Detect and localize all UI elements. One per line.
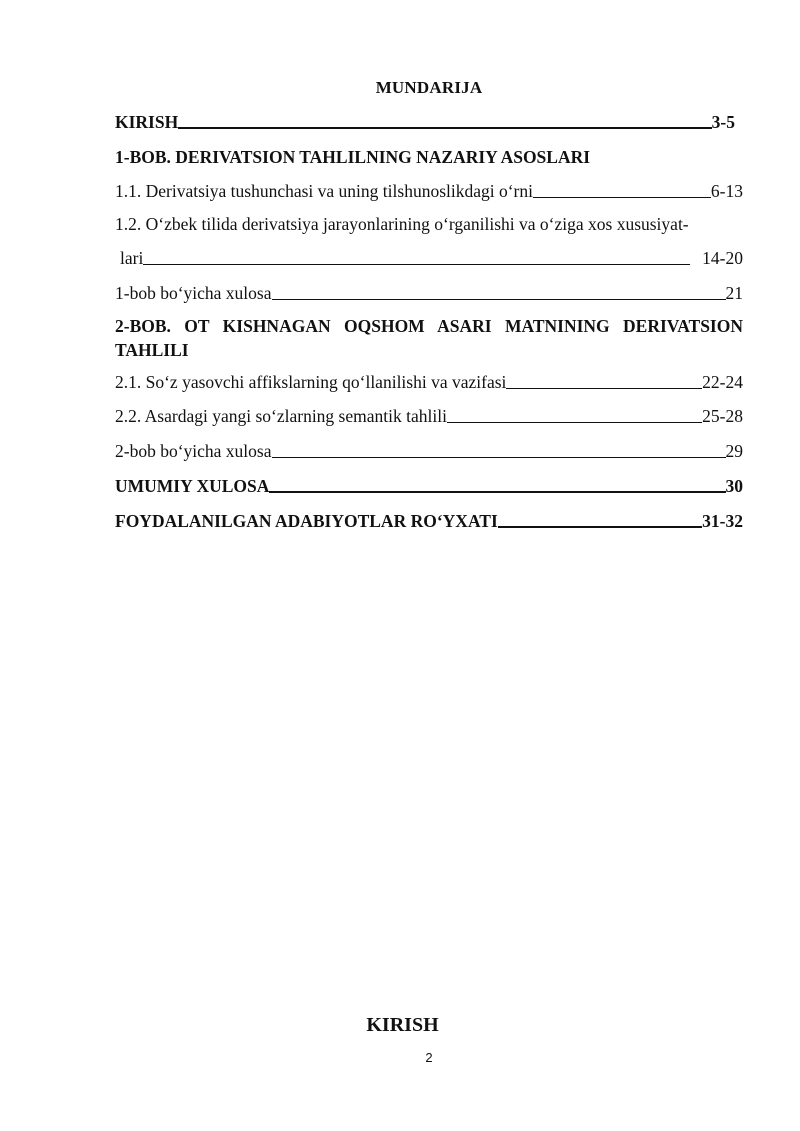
toc-entry-pages: 22-24 (702, 372, 743, 392)
toc-entry-2-1[interactable] (115, 370, 743, 392)
toc-entry-1-2[interactable] (120, 246, 743, 268)
toc-entry-label: 1-bob bo‘yicha xulosa (115, 283, 272, 303)
toc-entry-label: 2.1. So‘z yasovchi affikslarning qo‘llanilishi va vazifasi (115, 372, 507, 392)
toc-title: MUNDARIJA (375, 78, 483, 97)
toc-entry-label: FOYDALANILGAN ADABIYOTLAR RO‘YXATI (115, 511, 498, 531)
toc-entry-2-2[interactable] (115, 404, 743, 426)
section-title-kirish: KIRISH (366, 1014, 439, 1036)
toc-entry-pages: 30 (725, 476, 743, 496)
toc-leader-line (269, 491, 725, 493)
toc-entry-label: lari (120, 248, 144, 268)
toc-entry-label: 2-bob bo‘yicha xulosa (115, 441, 272, 461)
toc-entry-label: KIRISH (115, 112, 179, 132)
toc-entry-pages: 3-5 (711, 112, 735, 132)
toc-leader-line (178, 127, 711, 129)
toc-entry-label: 1.1. Derivatsiya tushunchasi va uning tilshunoslikdagi o‘rni (115, 181, 534, 201)
toc-entry-label: 2.2. Asardagi yangi so‘zlarning semantik tahlili (115, 406, 447, 426)
toc-entry-kirish[interactable] (115, 110, 743, 132)
toc-leader-line (447, 422, 702, 423)
toc-entry-1-summary[interactable] (115, 281, 743, 303)
toc-leader-line (533, 197, 711, 198)
toc-entry-pages: 6-13 (710, 181, 743, 201)
toc-leader-line (143, 264, 690, 265)
toc-leader-line (272, 457, 726, 458)
toc-entry-conclusion[interactable] (115, 474, 743, 496)
toc-chapter-2-heading[interactable]: 2-BOB. OT KISHNAGAN OQSHOM ASARI MATNINING DERIVATSION TAHLILI (115, 316, 743, 360)
toc-leader-line (506, 388, 702, 389)
toc-entry-1-2-line1[interactable]: 1.2. O‘zbek tilida derivatsiya jarayonlarining o‘rganilishi va o‘ziga xos xususiyat- (115, 214, 689, 234)
toc-entry-pages: 29 (725, 441, 743, 461)
toc-chapter-1-heading[interactable]: 1-BOB. DERIVATSION TAHLILNING NAZARIY ASOSLARI (115, 147, 591, 167)
toc-leader-line (272, 299, 726, 300)
toc-entry-pages: 21 (725, 283, 743, 303)
toc-leader-line (498, 526, 702, 528)
toc-entry-label: UMUMIY XULOSA (115, 476, 270, 496)
toc-entry-2-summary[interactable] (115, 439, 743, 461)
page-number: 2 (425, 1050, 433, 1065)
toc-entry-1-1[interactable] (115, 179, 743, 201)
toc-entry-pages: 31-32 (702, 511, 743, 531)
toc-entry-pages: 25-28 (702, 406, 743, 426)
toc-entry-pages: 14-20 (702, 248, 743, 268)
toc-entry-references[interactable] (115, 509, 743, 531)
